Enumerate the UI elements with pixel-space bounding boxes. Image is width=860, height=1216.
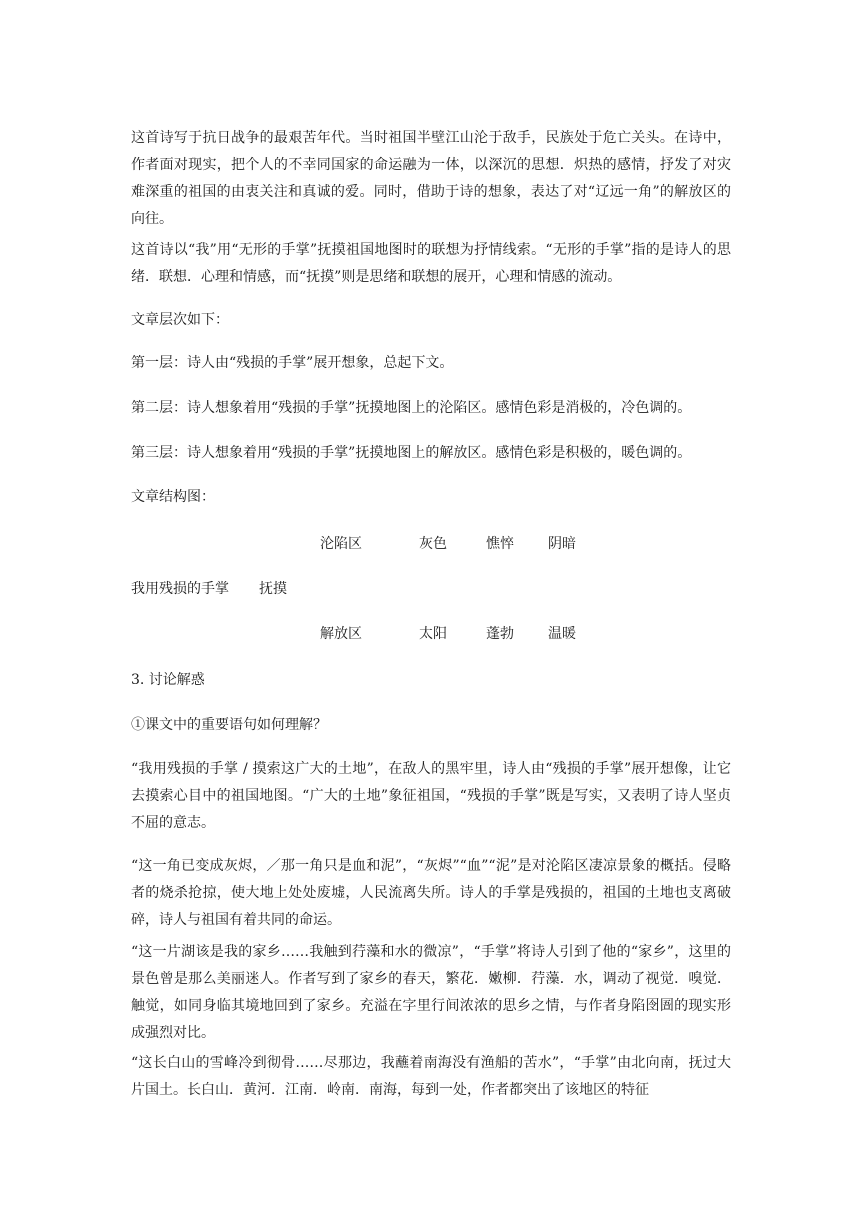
diagram-left-subject: 我用残损的手掌 bbox=[131, 581, 229, 597]
diagram-bottom-state: 蓬勃 bbox=[486, 626, 514, 642]
diagram-left-action: 抚摸 bbox=[259, 581, 287, 597]
diagram-bottom-region: 解放区 bbox=[320, 626, 362, 642]
paragraph-layer-3: 第三层：诗人想象着用“残损的手掌”抚摸地图上的解放区。感情色彩是积极的，暖色调的。 bbox=[131, 445, 692, 461]
paragraph-layer-1: 第一层：诗人由“残损的手掌”展开想象，总起下文。 bbox=[131, 355, 454, 371]
paragraph-structure-heading: 文章层次如下： bbox=[131, 312, 229, 328]
diagram-bottom-color: 太阳 bbox=[419, 626, 447, 642]
diagram-bottom-mood: 温暖 bbox=[548, 626, 576, 642]
paragraph-intro: 这首诗写于抗日战争的最艰苦年代。当时祖国半壁江山沦于敌手，民族处于危亡关头。在诗中，作者面对现实，把个人的不幸同国家的命运融为一体，以深沉的思想．炽热的感情，抒发了对灾难深重的祖国的由衷关注和真诚的爱。同时，借助于诗的想象，表达了对“辽远一角”的解放区的向往。 bbox=[131, 130, 731, 227]
paragraph-diagram-heading: 文章结构图： bbox=[131, 489, 215, 505]
paragraph-analysis-1: “我用残损的手掌 / 摸索这广大的土地”，在敌人的黑牢里，诗人由“残损的手掌”展开想像，让它去摸索心目中的祖国地图。“广大的土地”象征祖国，“残损的手掌”既是写实，又表明了诗人坚贞不屈的意志。 bbox=[131, 761, 731, 831]
paragraph-layer-2: 第二层：诗人想象着用“残损的手掌”抚摸地图上的沦陷区。感情色彩是消极的，冷色调的。 bbox=[131, 400, 692, 416]
diagram-top-region: 沦陷区 bbox=[320, 536, 362, 552]
paragraph-theme: 这首诗以“我”用“无形的手掌”抚摸祖国地图时的联想为抒情线索。“无形的手掌”指的是诗人的思绪．联想．心理和情感，而“抚摸”则是思绪和联想的展开，心理和情感的流动。 bbox=[131, 242, 731, 285]
paragraph-analysis-3: “这一片湖该是我的家乡……我触到荇藻和水的微凉”，“手掌”将诗人引到了他的“家乡”，这里的景色曾是那么美丽迷人。作者写到了家乡的春天，繁花．嫩柳．荇藻．水，调动了视觉．嗅觉．触觉，如同身临其境地回到了家乡。充溢在字里行间浓浓的思乡之情，与作者身陷囹圄的现实形成强烈对比。 bbox=[131, 944, 731, 1041]
diagram-top-mood: 阴暗 bbox=[548, 536, 576, 552]
question-heading: ①课文中的重要语句如何理解？ bbox=[131, 717, 327, 733]
section-heading-discussion: 3. 讨论解惑 bbox=[131, 672, 205, 688]
diagram-top-color: 灰色 bbox=[419, 536, 447, 552]
diagram-top-state: 憔悴 bbox=[486, 536, 514, 552]
paragraph-analysis-2: “这一角已变成灰烬，／那一角只是血和泥”，“灰烬”“血”“泥”是对沦陷区凄凉景象的概括。侵略者的烧杀抢掠，使大地上处处废墟，人民流离失所。诗人的手掌是残损的，祖国的土地也支离破碎，诗人与祖国有着共同的命运。 bbox=[131, 858, 731, 928]
paragraph-analysis-4: “这长白山的雪峰冷到彻骨……尽那边，我蘸着南海没有渔船的苦水”，“手掌”由北向南，抚过大片国土。长白山．黄河．江南．岭南．南海，每到一处，作者都突出了该地区的特征 bbox=[131, 1055, 731, 1098]
